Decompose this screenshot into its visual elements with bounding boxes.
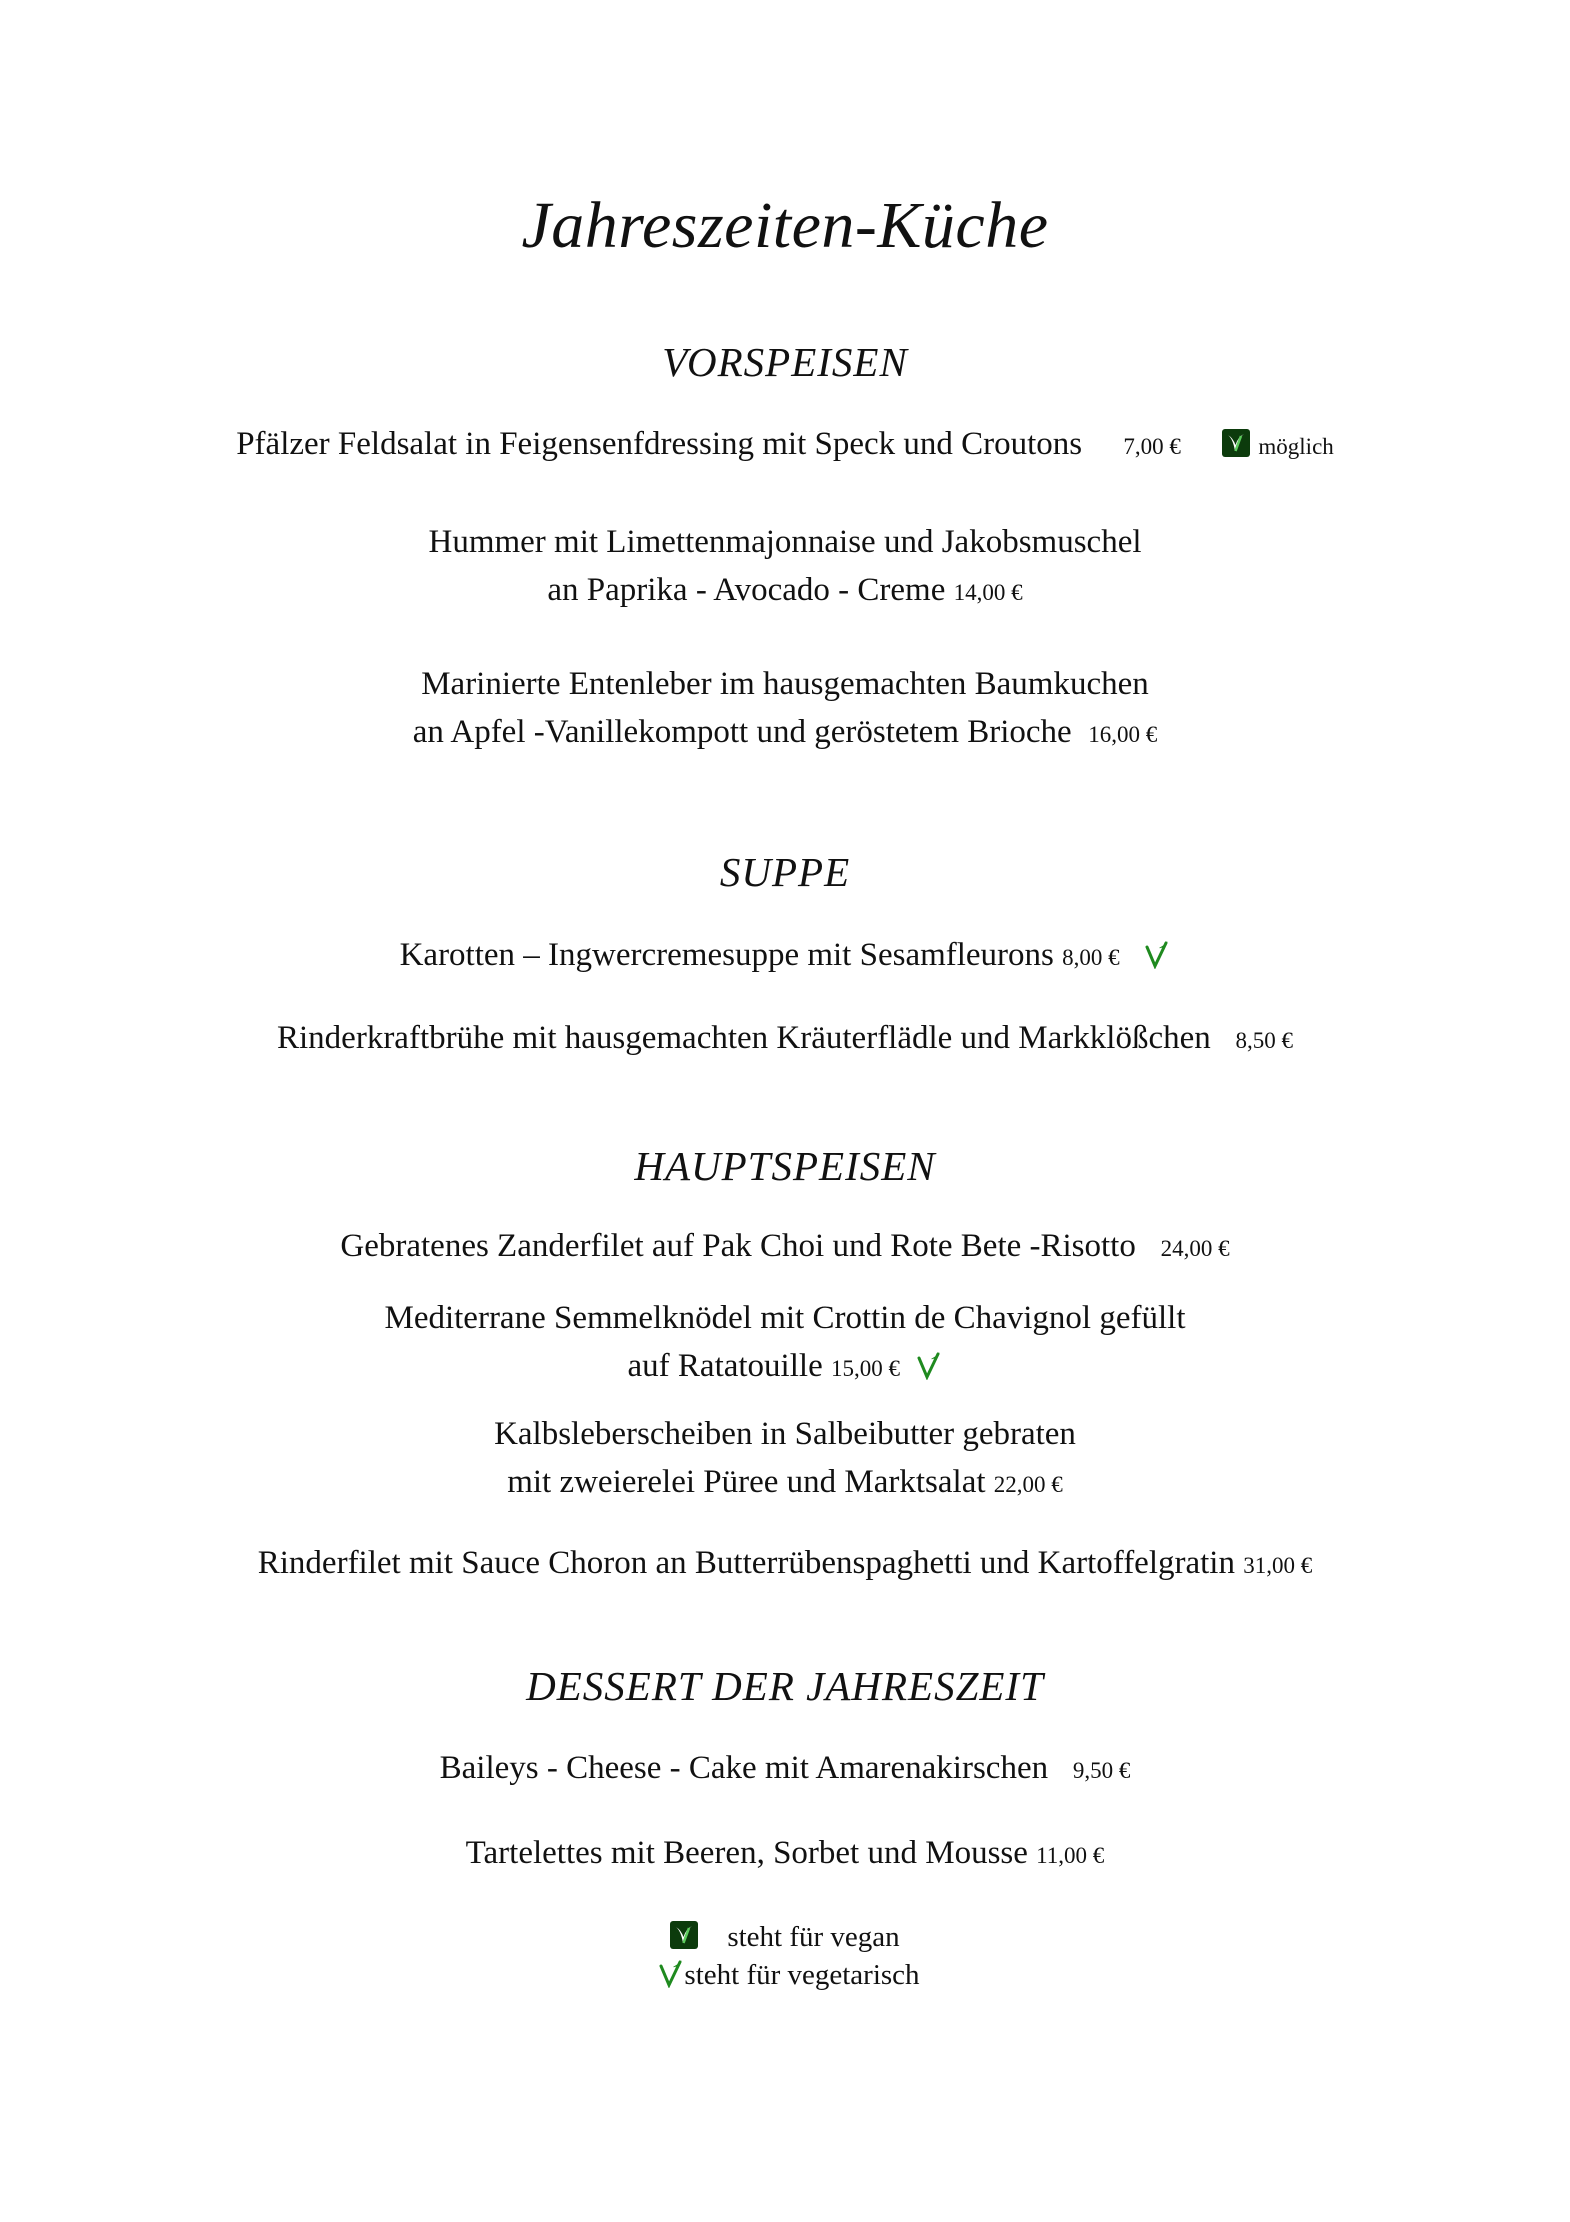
dish-price: 11,00 € (1036, 1843, 1105, 1868)
dish-price: 9,50 € (1072, 1758, 1131, 1783)
section-heading-vorspeisen: VORSPEISEN (662, 339, 908, 385)
vegetarian-icon (658, 1958, 684, 1988)
dish-rinderkraftbruehe (0, 1014, 1570, 1065)
dish-name-line-2: an Apfel -Vanillekompott und geröstetem Brioche (412, 714, 1072, 750)
dish-karotten (0, 931, 1570, 982)
dish-price: 8,00 € (1062, 945, 1120, 970)
dish-name-line-2: mit zweierelei Püree und Marktsalat (507, 1464, 986, 1500)
dish-name-line-1: Kalbsleberscheiben in Salbeibutter gebraten (494, 1416, 1076, 1452)
page-title: Jahreszeiten-Küche (521, 189, 1049, 262)
legend-vegan (0, 1918, 1570, 1956)
dish-rinderfilet (0, 1539, 1570, 1590)
dish-feldsalat (0, 420, 1570, 471)
vegetarian-icon (1144, 939, 1170, 969)
dish-hummer (0, 518, 1570, 617)
dish-price: 8,50 € (1235, 1028, 1293, 1053)
dish-name-line-1: Hummer mit Limettenmajonnaise und Jakobsmuschel (428, 524, 1142, 560)
dish-price: 7,00 € (1123, 434, 1181, 459)
dish-name: Rinderfilet mit Sauce Choron an Butterrübenspaghetti und Kartoffelgratin (257, 1545, 1235, 1581)
dish-name: Gebratenes Zanderfilet auf Pak Choi und Rote Bete -Risotto (340, 1228, 1136, 1264)
dish-name-line-2: auf Ratatouille (627, 1348, 823, 1384)
legend-vegetarian (0, 1956, 1570, 1994)
legend-vegetarian-text: steht für vegetarisch (684, 1959, 920, 1991)
dish-semmelknoedel (0, 1294, 1570, 1393)
section-heading-suppe: SUPPE (719, 849, 851, 895)
dish-name-line-1: Marinierte Entenleber im hausgemachten Baumkuchen (421, 666, 1149, 702)
dish-name: Rinderkraftbrühe mit hausgemachten Kräuterflädle und Markklößchen (277, 1020, 1211, 1056)
dish-name: Karotten – Ingwercremesuppe mit Sesamfleurons (399, 937, 1054, 973)
vegan-icon (670, 1921, 698, 1949)
dish-zanderfilet (0, 1222, 1570, 1273)
legend-vegan-text: steht für vegan (727, 1921, 900, 1953)
dish-price: 14,00 € (953, 580, 1023, 605)
dish-name: Baileys - Cheese - Cake mit Amarenakirschen (439, 1750, 1049, 1786)
dish-name: Tartelettes mit Beeren, Sorbet und Mousse (465, 1835, 1028, 1871)
dish-price: 22,00 € (993, 1472, 1063, 1497)
dish-entenleber (0, 660, 1570, 759)
dish-name-line-1: Mediterrane Semmelknödel mit Crottin de Chavignol gefüllt (384, 1300, 1186, 1336)
dish-note: möglich (1258, 434, 1334, 459)
dish-price: 16,00 € (1088, 722, 1158, 747)
dish-baileys-cake (0, 1744, 1570, 1795)
dish-name: Pfälzer Feldsalat in Feigensenfdressing mit Speck und Croutons (236, 426, 1083, 462)
dish-kalbsleber (0, 1410, 1570, 1509)
section-heading-dessert: DESSERT DER JAHRESZEIT (526, 1663, 1044, 1709)
dish-price: 15,00 € (830, 1356, 900, 1381)
dish-tartelettes (0, 1829, 1570, 1880)
section-heading-hauptspeisen: HAUPTSPEISEN (634, 1143, 936, 1189)
dish-price: 31,00 € (1243, 1553, 1313, 1578)
vegan-icon (1222, 429, 1250, 457)
dish-name-line-2: an Paprika - Avocado - Creme (547, 572, 946, 608)
vegetarian-icon (916, 1350, 942, 1380)
dish-price: 24,00 € (1160, 1236, 1230, 1261)
